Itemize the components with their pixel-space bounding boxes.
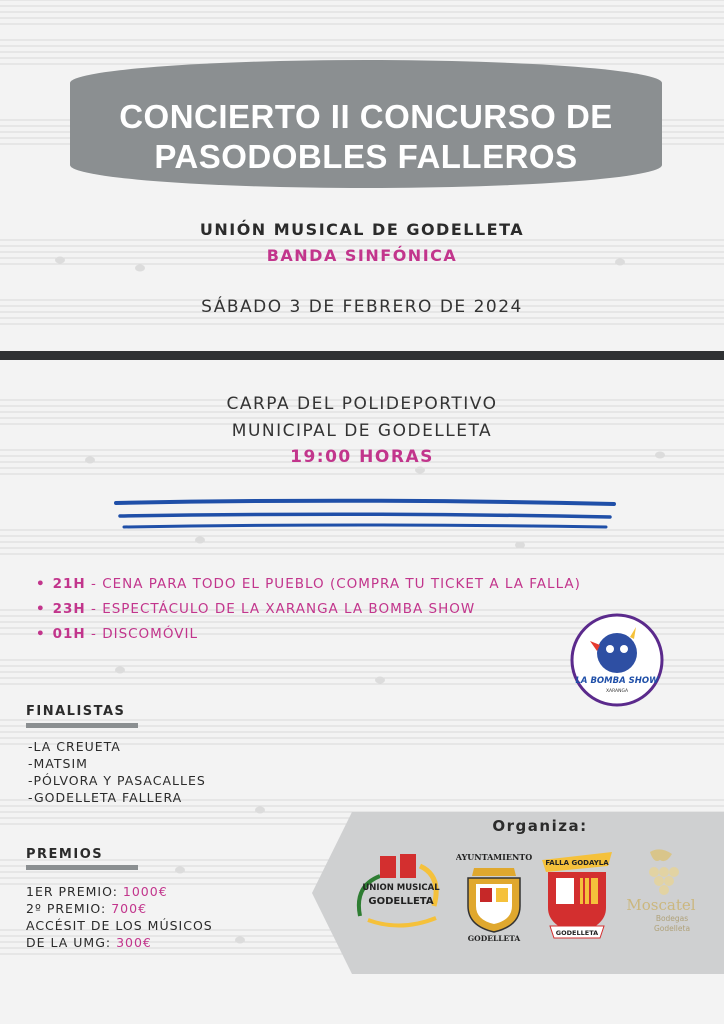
union-musical-godelleta-logo <box>350 846 452 938</box>
finalists-heading: FINALISTAS <box>26 704 126 719</box>
svg-text:Godelleta: Godelleta <box>653 924 691 933</box>
event-item: • 01H - DISCOMÓVIL <box>36 626 198 642</box>
prizes-heading: PREMIOS <box>26 847 104 862</box>
title-line-2: PASODOBLES FALLEROS <box>154 138 578 175</box>
svg-text:GODELLETA: GODELLETA <box>555 929 599 937</box>
venue-line-2: MUNICIPAL DE GODELLETA <box>231 421 493 441</box>
svg-text:UNION MUSICAL: UNION MUSICAL <box>362 883 440 893</box>
band-name: BANDA SINFÓNICA <box>266 246 458 265</box>
finalist-item: -MATSIM <box>28 756 88 771</box>
bullet-icon: • <box>36 626 46 642</box>
event-item: • 21H - CENA PARA TODO EL PUEBLO (COMPRA TU TICKET A LA FALLA) <box>36 576 581 592</box>
finalist-item: -GODELLETA FALLERA <box>28 790 183 805</box>
finalist-item: -PÓLVORA Y PASACALLES <box>28 773 206 788</box>
bullet-icon: • <box>36 576 46 592</box>
prizes-heading-bar <box>26 865 138 870</box>
bullet-icon: • <box>36 601 46 617</box>
la-bomba-show-logo <box>570 613 664 707</box>
finalists-heading-bar <box>26 723 138 728</box>
svg-text:Moscatel: Moscatel <box>626 896 696 914</box>
prize-item: 1ER PREMIO: 1000€ <box>26 884 168 899</box>
divider-bar <box>0 351 724 360</box>
organizers-heading: Organiza: <box>492 817 588 835</box>
prize-item: 2º PREMIO: 700€ <box>26 901 148 916</box>
venue-line-1: CARPA DEL POLIDEPORTIVO <box>226 394 498 414</box>
ayuntamiento-godelleta-logo <box>456 846 532 942</box>
prize-item: DE LA UMG: 300€ <box>26 935 152 950</box>
moscatel-bodegas-logo <box>620 846 702 938</box>
svg-text:Bodegas: Bodegas <box>655 914 689 923</box>
svg-text:GODELLETA: GODELLETA <box>467 934 521 942</box>
prize-accesit-line: ACCÉSIT DE LOS MÚSICOS <box>26 918 213 933</box>
organizer-subtitle: UNIÓN MUSICAL DE GODELLETA <box>199 220 525 239</box>
event-hour: 19:00 HORAS <box>290 447 434 467</box>
finalist-item: -LA CREUETA <box>28 739 121 754</box>
svg-text:LA BOMBA SHOW: LA BOMBA SHOW <box>575 676 659 686</box>
svg-text:XARANGA: XARANGA <box>605 689 629 694</box>
blue-brush-strokes <box>110 494 620 534</box>
title-line-1: CONCIERTO II CONCURSO DE <box>119 98 613 135</box>
event-item: • 23H - ESPECTÁCULO DE LA XARANGA LA BOMBA SHOW <box>36 601 476 617</box>
svg-text:GODELLETA: GODELLETA <box>368 896 434 907</box>
falla-godayla-logo <box>538 846 616 942</box>
svg-text:AYUNTAMIENTO: AYUNTAMIENTO <box>456 852 532 862</box>
svg-text:FALLA GODAYLA: FALLA GODAYLA <box>545 859 609 867</box>
event-date: SÁBADO 3 DE FEBRERO DE 2024 <box>201 297 523 317</box>
